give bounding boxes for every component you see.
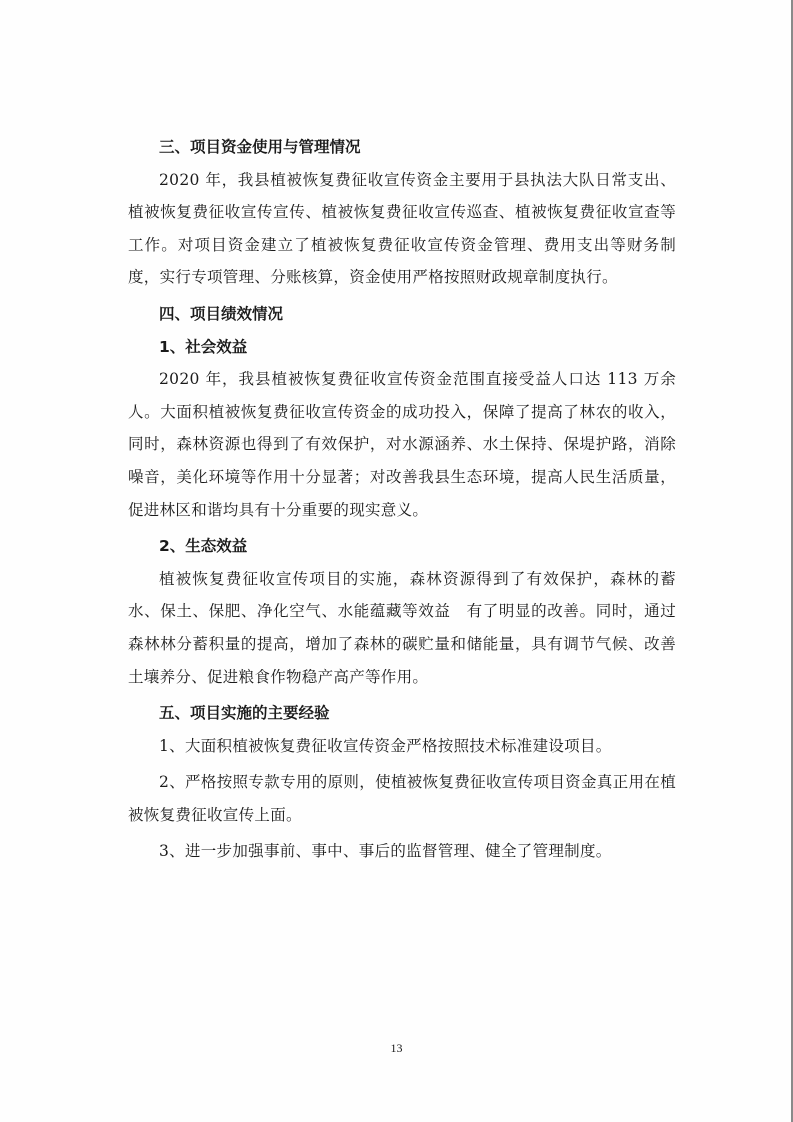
experience-item-1: 1、大面积植被恢复费征收宣传资金严格按照技术标准建设项目。 (159, 736, 612, 755)
paragraph-ecological-benefit: 植被恢复费征收宣传项目的实施，森林资源得到了有效保护，森林的蓄水、保土、保肥、净化空气、水能蕴藏等效益 有了明显的改善。同时，通过森林林分蓄积量的提高，增加了森林的碳贮量和储能量，具有调节气候、改善土壤养分、促进粮食作物稳产高产等作用。 (128, 569, 676, 686)
paragraph-fund-usage: 2020 年，我县植被恢复费征收宣传资金主要用于县执法大队日常支出、植被恢复费征收宣传宣传、植被恢复费征收宣传巡查、植被恢复费征收宣查等工作。对项目资金建立了植被恢复费征收宣传资金管理、费用支出等财务制度，实行专项管理、分账核算，资金使用严格按照财政规章制度执行。 (128, 170, 676, 287)
page-body (128, 131, 676, 868)
experience-item-3: 3、进一步加强事前、事中、事后的监督管理、健全了管理制度。 (159, 842, 612, 861)
page-number: 13 (390, 1041, 403, 1055)
paragraph-social-benefit: 2020 年，我县植被恢复费征收宣传资金范围直接受益人口达 113 万余人。大面积植被恢复费征收宣传资金的成功投入，保障了提高了林农的收入，同时，森林资源也得到了有效保护，对水源涵养、水土保持、保堤护路，消除噪音，美化环境等作用十分显著；对改善我县生态环境，提高人民生活质量，促进林区和谐均具有十分重要的现实意义。 (128, 370, 676, 519)
section-heading-5: 五、项目实施的主要经验 (159, 704, 330, 723)
subheading-social-benefit: 1、社会效益 (159, 337, 248, 356)
section-heading-3: 三、项目资金使用与管理情况 (159, 138, 361, 156)
experience-item-2: 2、严格按照专款专用的原则，使植被恢复费征收宣传项目资金真正用在植被恢复费征收宣传上面。 (128, 773, 676, 824)
subheading-ecological-benefit: 2、生态效益 (159, 537, 248, 556)
section-heading-4: 四、项目绩效情况 (159, 304, 284, 323)
